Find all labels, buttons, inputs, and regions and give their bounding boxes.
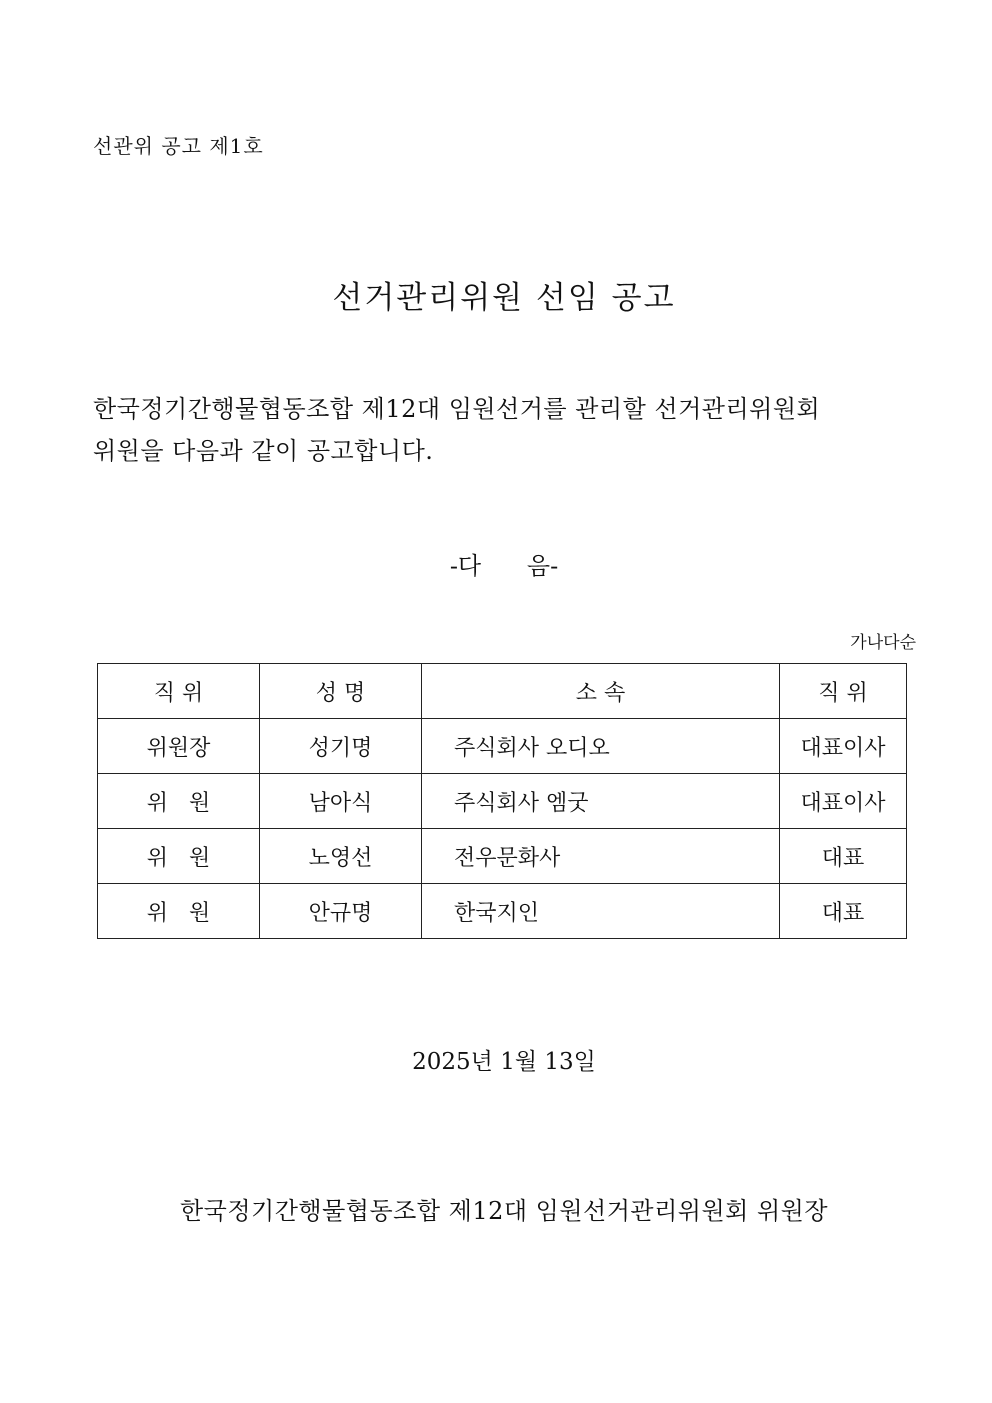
cell-title: 대표 (780, 884, 907, 939)
cell-name: 노영선 (260, 829, 422, 884)
cell-affiliation: 주식회사 엠굿 (422, 774, 780, 829)
signature-line: 한국정기간행물협동조합 제12대 임원선거관리위원회 위원장 (179, 1197, 829, 1225)
cell-position: 위원장 (98, 719, 260, 774)
cell-position: 위 원 (98, 884, 260, 939)
cell-position: 위 원 (98, 829, 260, 884)
notice-date: 2025년 1월 13일 (412, 1049, 596, 1075)
cell-affiliation: 한국지인 (422, 884, 780, 939)
intro-line-2: 위원을 다음과 같이 공고합니다. (93, 437, 434, 465)
cell-affiliation: 전우문화사 (422, 829, 780, 884)
cell-name: 성기명 (260, 719, 422, 774)
header-title: 직 위 (780, 664, 907, 719)
table-row (98, 829, 907, 884)
table-row (98, 774, 907, 829)
document-title: 선거관리위원 선임 공고 (332, 280, 676, 316)
section-heading: -다 음- (449, 552, 559, 580)
cell-name: 안규명 (260, 884, 422, 939)
header-position: 직 위 (98, 664, 260, 719)
committee-members-table (97, 663, 907, 939)
cell-name: 남아식 (260, 774, 422, 829)
header-affiliation: 소 속 (422, 664, 780, 719)
cell-affiliation: 주식회사 오디오 (422, 719, 780, 774)
table-header-row (98, 664, 907, 719)
table-row (98, 719, 907, 774)
table-row (98, 884, 907, 939)
sort-order-note: 가나다순 (850, 633, 916, 653)
intro-line-1: 한국정기간행물협동조합 제12대 임원선거를 관리할 선거관리위원회 (93, 395, 821, 423)
header-name: 성 명 (260, 664, 422, 719)
cell-title: 대표이사 (780, 719, 907, 774)
intro-paragraph (93, 388, 913, 472)
notice-number: 선관위 공고 제1호 (93, 134, 264, 158)
cell-title: 대표이사 (780, 774, 907, 829)
cell-position: 위 원 (98, 774, 260, 829)
cell-title: 대표 (780, 829, 907, 884)
